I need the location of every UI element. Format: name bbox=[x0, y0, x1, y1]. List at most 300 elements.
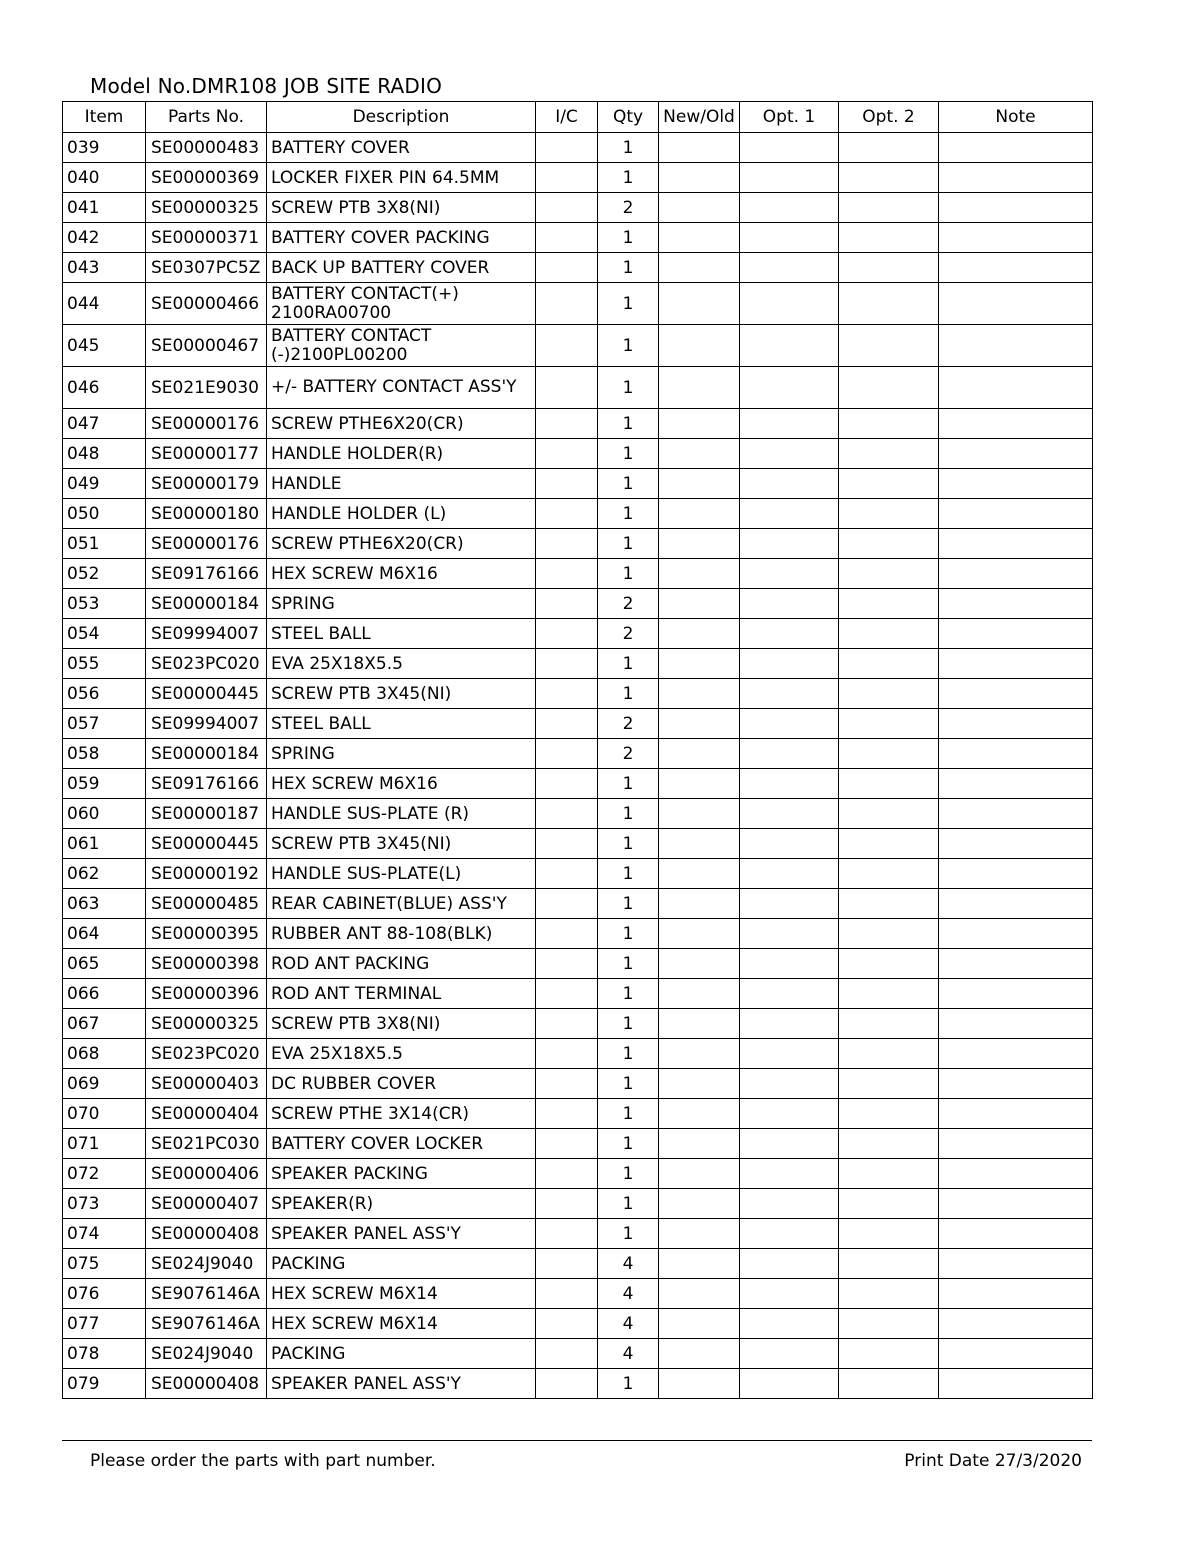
note-cell bbox=[939, 649, 1093, 679]
item-cell: 044 bbox=[63, 283, 146, 325]
parts-no-cell: SE00000398 bbox=[146, 949, 267, 979]
item-cell: 055 bbox=[63, 649, 146, 679]
description-cell: BATTERY COVER LOCKER bbox=[267, 1129, 536, 1159]
parts-no-cell: SE00000325 bbox=[146, 193, 267, 223]
item-cell: 076 bbox=[63, 1279, 146, 1309]
opt1-cell bbox=[740, 439, 839, 469]
new-old-cell bbox=[659, 649, 740, 679]
parts-no-cell: SE00000184 bbox=[146, 739, 267, 769]
note-cell bbox=[939, 499, 1093, 529]
parts-no-cell: SE00000467 bbox=[146, 325, 267, 367]
parts-no-cell: SE09176166 bbox=[146, 559, 267, 589]
opt2-cell bbox=[839, 529, 939, 559]
parts-no-cell: SE023PC020 bbox=[146, 1039, 267, 1069]
table-row bbox=[63, 133, 1093, 163]
qty-cell: 1 bbox=[598, 223, 659, 253]
ic-cell bbox=[536, 889, 598, 919]
parts-no-cell: SE09994007 bbox=[146, 709, 267, 739]
table-row bbox=[63, 253, 1093, 283]
qty-cell: 1 bbox=[598, 529, 659, 559]
parts-no-cell: SE00000483 bbox=[146, 133, 267, 163]
opt2-cell bbox=[839, 859, 939, 889]
opt1-cell bbox=[740, 829, 839, 859]
parts-no-cell: SE00000369 bbox=[146, 163, 267, 193]
parts-no-cell: SE00000403 bbox=[146, 1069, 267, 1099]
new-old-cell bbox=[659, 223, 740, 253]
table-row bbox=[63, 1339, 1093, 1369]
note-cell bbox=[939, 1009, 1093, 1039]
qty-cell: 1 bbox=[598, 1069, 659, 1099]
qty-cell: 1 bbox=[598, 163, 659, 193]
parts-no-cell: SE00000404 bbox=[146, 1099, 267, 1129]
note-cell bbox=[939, 223, 1093, 253]
qty-cell: 4 bbox=[598, 1279, 659, 1309]
item-cell: 073 bbox=[63, 1189, 146, 1219]
ic-cell bbox=[536, 163, 598, 193]
ic-cell bbox=[536, 499, 598, 529]
description-cell: SPRING bbox=[267, 589, 536, 619]
table-row bbox=[63, 1099, 1093, 1129]
new-old-cell bbox=[659, 409, 740, 439]
table-row bbox=[63, 469, 1093, 499]
note-cell bbox=[939, 589, 1093, 619]
opt1-cell bbox=[740, 529, 839, 559]
item-cell: 074 bbox=[63, 1219, 146, 1249]
opt1-cell bbox=[740, 1279, 839, 1309]
note-cell bbox=[939, 709, 1093, 739]
parts-no-cell: SE00000192 bbox=[146, 859, 267, 889]
qty-cell: 1 bbox=[598, 1369, 659, 1399]
note-cell bbox=[939, 889, 1093, 919]
ic-cell bbox=[536, 1159, 598, 1189]
opt2-cell bbox=[839, 979, 939, 1009]
description-cell: ROD ANT TERMINAL bbox=[267, 979, 536, 1009]
new-old-cell bbox=[659, 439, 740, 469]
opt2-cell bbox=[839, 325, 939, 367]
new-old-cell bbox=[659, 367, 740, 409]
item-cell: 051 bbox=[63, 529, 146, 559]
note-cell bbox=[939, 979, 1093, 1009]
table-row bbox=[63, 439, 1093, 469]
ic-cell bbox=[536, 367, 598, 409]
header-new-old: New/Old bbox=[659, 102, 740, 133]
qty-cell: 1 bbox=[598, 469, 659, 499]
qty-cell: 1 bbox=[598, 829, 659, 859]
new-old-cell bbox=[659, 133, 740, 163]
opt1-cell bbox=[740, 133, 839, 163]
header-opt1: Opt. 1 bbox=[740, 102, 839, 133]
item-cell: 075 bbox=[63, 1249, 146, 1279]
ic-cell bbox=[536, 529, 598, 559]
opt2-cell bbox=[839, 163, 939, 193]
new-old-cell bbox=[659, 283, 740, 325]
ic-cell bbox=[536, 1099, 598, 1129]
header-item: Item bbox=[63, 102, 146, 133]
opt1-cell bbox=[740, 1309, 839, 1339]
opt1-cell bbox=[740, 739, 839, 769]
item-cell: 058 bbox=[63, 739, 146, 769]
new-old-cell bbox=[659, 1129, 740, 1159]
description-cell: BACK UP BATTERY COVER bbox=[267, 253, 536, 283]
new-old-cell bbox=[659, 469, 740, 499]
description-cell: EVA 25X18X5.5 bbox=[267, 1039, 536, 1069]
ic-cell bbox=[536, 1219, 598, 1249]
note-cell bbox=[939, 739, 1093, 769]
table-row bbox=[63, 283, 1093, 325]
ic-cell bbox=[536, 1009, 598, 1039]
opt1-cell bbox=[740, 559, 839, 589]
note-cell bbox=[939, 469, 1093, 499]
opt2-cell bbox=[839, 1339, 939, 1369]
opt2-cell bbox=[839, 223, 939, 253]
new-old-cell bbox=[659, 739, 740, 769]
qty-cell: 1 bbox=[598, 679, 659, 709]
ic-cell bbox=[536, 223, 598, 253]
item-cell: 048 bbox=[63, 439, 146, 469]
parts-no-cell: SE00000408 bbox=[146, 1369, 267, 1399]
note-cell bbox=[939, 919, 1093, 949]
parts-no-cell: SE00000466 bbox=[146, 283, 267, 325]
opt2-cell bbox=[839, 1009, 939, 1039]
footer-print-date: Print Date 27/3/2020 bbox=[904, 1451, 1082, 1471]
document-title: Model No.DMR108 JOB SITE RADIO bbox=[90, 74, 443, 98]
qty-cell: 4 bbox=[598, 1249, 659, 1279]
note-cell bbox=[939, 325, 1093, 367]
opt2-cell bbox=[839, 499, 939, 529]
new-old-cell bbox=[659, 949, 740, 979]
opt1-cell bbox=[740, 469, 839, 499]
opt2-cell bbox=[839, 283, 939, 325]
description-cell: RUBBER ANT 88-108(BLK) bbox=[267, 919, 536, 949]
description-cell: SCREW PTB 3X8(NI) bbox=[267, 1009, 536, 1039]
header-note: Note bbox=[939, 102, 1093, 133]
opt2-cell bbox=[839, 1159, 939, 1189]
opt1-cell bbox=[740, 223, 839, 253]
item-cell: 070 bbox=[63, 1099, 146, 1129]
opt2-cell bbox=[839, 1099, 939, 1129]
opt2-cell bbox=[839, 409, 939, 439]
opt1-cell bbox=[740, 325, 839, 367]
note-cell bbox=[939, 439, 1093, 469]
qty-cell: 2 bbox=[598, 589, 659, 619]
description-cell: HANDLE SUS-PLATE (R) bbox=[267, 799, 536, 829]
qty-cell: 1 bbox=[598, 1099, 659, 1129]
parts-table bbox=[62, 101, 1093, 1399]
parts-no-cell: SE00000445 bbox=[146, 679, 267, 709]
item-cell: 057 bbox=[63, 709, 146, 739]
opt1-cell bbox=[740, 193, 839, 223]
parts-no-cell: SE00000176 bbox=[146, 409, 267, 439]
ic-cell bbox=[536, 949, 598, 979]
new-old-cell bbox=[659, 1279, 740, 1309]
opt1-cell bbox=[740, 1099, 839, 1129]
parts-no-cell: SE00000407 bbox=[146, 1189, 267, 1219]
ic-cell bbox=[536, 1369, 598, 1399]
opt2-cell bbox=[839, 679, 939, 709]
opt1-cell bbox=[740, 1219, 839, 1249]
header-opt2: Opt. 2 bbox=[839, 102, 939, 133]
note-cell bbox=[939, 829, 1093, 859]
ic-cell bbox=[536, 469, 598, 499]
qty-cell: 1 bbox=[598, 979, 659, 1009]
opt1-cell bbox=[740, 949, 839, 979]
new-old-cell bbox=[659, 499, 740, 529]
description-cell: HANDLE bbox=[267, 469, 536, 499]
opt2-cell bbox=[839, 709, 939, 739]
qty-cell: 1 bbox=[598, 559, 659, 589]
new-old-cell bbox=[659, 679, 740, 709]
table-row bbox=[63, 1369, 1093, 1399]
ic-cell bbox=[536, 709, 598, 739]
qty-cell: 1 bbox=[598, 439, 659, 469]
table-row bbox=[63, 649, 1093, 679]
item-cell: 060 bbox=[63, 799, 146, 829]
description-cell: SPRING bbox=[267, 739, 536, 769]
opt1-cell bbox=[740, 859, 839, 889]
table-row bbox=[63, 409, 1093, 439]
item-cell: 063 bbox=[63, 889, 146, 919]
opt1-cell bbox=[740, 1159, 839, 1189]
ic-cell bbox=[536, 1339, 598, 1369]
new-old-cell bbox=[659, 1369, 740, 1399]
item-cell: 045 bbox=[63, 325, 146, 367]
new-old-cell bbox=[659, 1039, 740, 1069]
description-cell: SPEAKER PACKING bbox=[267, 1159, 536, 1189]
opt2-cell bbox=[839, 1039, 939, 1069]
description-cell: BATTERY COVER bbox=[267, 133, 536, 163]
qty-cell: 4 bbox=[598, 1309, 659, 1339]
ic-cell bbox=[536, 1129, 598, 1159]
parts-no-cell: SE024J9040 bbox=[146, 1339, 267, 1369]
opt2-cell bbox=[839, 1219, 939, 1249]
qty-cell: 1 bbox=[598, 409, 659, 439]
qty-cell: 1 bbox=[598, 859, 659, 889]
new-old-cell bbox=[659, 529, 740, 559]
footer-divider bbox=[62, 1440, 1092, 1441]
ic-cell bbox=[536, 409, 598, 439]
new-old-cell bbox=[659, 163, 740, 193]
description-cell: SCREW PTHE 3X14(CR) bbox=[267, 1099, 536, 1129]
parts-no-cell: SE00000177 bbox=[146, 439, 267, 469]
note-cell bbox=[939, 253, 1093, 283]
item-cell: 042 bbox=[63, 223, 146, 253]
description-cell: SCREW PTHE6X20(CR) bbox=[267, 409, 536, 439]
table-row bbox=[63, 1039, 1093, 1069]
description-cell: SCREW PTB 3X8(NI) bbox=[267, 193, 536, 223]
opt2-cell bbox=[839, 799, 939, 829]
opt2-cell bbox=[839, 1309, 939, 1339]
new-old-cell bbox=[659, 589, 740, 619]
description-cell: REAR CABINET(BLUE) ASS'Y bbox=[267, 889, 536, 919]
note-cell bbox=[939, 1159, 1093, 1189]
description-cell: BATTERY CONTACT (-)2100PL00200 bbox=[267, 325, 536, 367]
description-cell: STEEL BALL bbox=[267, 709, 536, 739]
item-cell: 059 bbox=[63, 769, 146, 799]
table-row bbox=[63, 559, 1093, 589]
opt2-cell bbox=[839, 1129, 939, 1159]
parts-no-cell: SE00000406 bbox=[146, 1159, 267, 1189]
qty-cell: 1 bbox=[598, 325, 659, 367]
note-cell bbox=[939, 133, 1093, 163]
opt1-cell bbox=[740, 799, 839, 829]
qty-cell: 1 bbox=[598, 253, 659, 283]
item-cell: 068 bbox=[63, 1039, 146, 1069]
note-cell bbox=[939, 1369, 1093, 1399]
parts-no-cell: SE021E9030 bbox=[146, 367, 267, 409]
item-cell: 077 bbox=[63, 1309, 146, 1339]
item-cell: 064 bbox=[63, 919, 146, 949]
note-cell bbox=[939, 1309, 1093, 1339]
opt2-cell bbox=[839, 1069, 939, 1099]
parts-no-cell: SE00000371 bbox=[146, 223, 267, 253]
opt2-cell bbox=[839, 1279, 939, 1309]
table-row bbox=[63, 829, 1093, 859]
table-row bbox=[63, 709, 1093, 739]
opt1-cell bbox=[740, 1189, 839, 1219]
new-old-cell bbox=[659, 253, 740, 283]
description-cell: BATTERY CONTACT(+) 2100RA00700 bbox=[267, 283, 536, 325]
table-row bbox=[63, 163, 1093, 193]
ic-cell bbox=[536, 1309, 598, 1339]
opt1-cell bbox=[740, 1039, 839, 1069]
parts-no-cell: SE024J9040 bbox=[146, 1249, 267, 1279]
opt1-cell bbox=[740, 979, 839, 1009]
opt2-cell bbox=[839, 889, 939, 919]
note-cell bbox=[939, 559, 1093, 589]
table-row bbox=[63, 1159, 1093, 1189]
note-cell bbox=[939, 859, 1093, 889]
description-cell: SCREW PTHE6X20(CR) bbox=[267, 529, 536, 559]
item-cell: 050 bbox=[63, 499, 146, 529]
ic-cell bbox=[536, 739, 598, 769]
qty-cell: 1 bbox=[598, 1159, 659, 1189]
description-cell: EVA 25X18X5.5 bbox=[267, 649, 536, 679]
qty-cell: 1 bbox=[598, 1219, 659, 1249]
item-cell: 041 bbox=[63, 193, 146, 223]
item-cell: 066 bbox=[63, 979, 146, 1009]
new-old-cell bbox=[659, 1009, 740, 1039]
item-cell: 062 bbox=[63, 859, 146, 889]
table-row bbox=[63, 193, 1093, 223]
description-cell: SPEAKER PANEL ASS'Y bbox=[267, 1219, 536, 1249]
table-row bbox=[63, 1219, 1093, 1249]
parts-no-cell: SE00000179 bbox=[146, 469, 267, 499]
opt1-cell bbox=[740, 769, 839, 799]
new-old-cell bbox=[659, 769, 740, 799]
opt1-cell bbox=[740, 619, 839, 649]
opt2-cell bbox=[839, 1249, 939, 1279]
new-old-cell bbox=[659, 1069, 740, 1099]
note-cell bbox=[939, 1189, 1093, 1219]
table-row bbox=[63, 889, 1093, 919]
description-cell: SCREW PTB 3X45(NI) bbox=[267, 829, 536, 859]
ic-cell bbox=[536, 559, 598, 589]
parts-no-cell: SE09994007 bbox=[146, 619, 267, 649]
ic-cell bbox=[536, 679, 598, 709]
opt1-cell bbox=[740, 589, 839, 619]
item-cell: 040 bbox=[63, 163, 146, 193]
parts-no-cell: SE00000395 bbox=[146, 919, 267, 949]
description-cell: ROD ANT PACKING bbox=[267, 949, 536, 979]
table-row bbox=[63, 799, 1093, 829]
table-row bbox=[63, 1249, 1093, 1279]
item-cell: 054 bbox=[63, 619, 146, 649]
table-row bbox=[63, 1279, 1093, 1309]
opt1-cell bbox=[740, 409, 839, 439]
opt1-cell bbox=[740, 367, 839, 409]
table-row bbox=[63, 1009, 1093, 1039]
item-cell: 061 bbox=[63, 829, 146, 859]
parts-no-cell: SE00000176 bbox=[146, 529, 267, 559]
table-row bbox=[63, 979, 1093, 1009]
ic-cell bbox=[536, 1249, 598, 1279]
opt2-cell bbox=[839, 367, 939, 409]
new-old-cell bbox=[659, 979, 740, 1009]
opt2-cell bbox=[839, 559, 939, 589]
opt1-cell bbox=[740, 889, 839, 919]
note-cell bbox=[939, 1039, 1093, 1069]
qty-cell: 1 bbox=[598, 949, 659, 979]
description-cell: SPEAKER PANEL ASS'Y bbox=[267, 1369, 536, 1399]
opt2-cell bbox=[839, 193, 939, 223]
ic-cell bbox=[536, 253, 598, 283]
parts-no-cell: SE00000445 bbox=[146, 829, 267, 859]
ic-cell bbox=[536, 859, 598, 889]
qty-cell: 1 bbox=[598, 1039, 659, 1069]
note-cell bbox=[939, 679, 1093, 709]
new-old-cell bbox=[659, 1159, 740, 1189]
description-cell: HANDLE SUS-PLATE(L) bbox=[267, 859, 536, 889]
header-ic: I/C bbox=[536, 102, 598, 133]
new-old-cell bbox=[659, 1249, 740, 1279]
item-cell: 052 bbox=[63, 559, 146, 589]
item-cell: 072 bbox=[63, 1159, 146, 1189]
new-old-cell bbox=[659, 829, 740, 859]
table-row bbox=[63, 1189, 1093, 1219]
ic-cell bbox=[536, 1279, 598, 1309]
item-cell: 046 bbox=[63, 367, 146, 409]
description-cell: HANDLE HOLDER (L) bbox=[267, 499, 536, 529]
table-row bbox=[63, 499, 1093, 529]
ic-cell bbox=[536, 1189, 598, 1219]
qty-cell: 2 bbox=[598, 193, 659, 223]
opt1-cell bbox=[740, 499, 839, 529]
ic-cell bbox=[536, 919, 598, 949]
note-cell bbox=[939, 619, 1093, 649]
qty-cell: 1 bbox=[598, 133, 659, 163]
qty-cell: 1 bbox=[598, 283, 659, 325]
table-row bbox=[63, 739, 1093, 769]
table-header-row bbox=[63, 102, 1093, 133]
opt1-cell bbox=[740, 649, 839, 679]
note-cell bbox=[939, 799, 1093, 829]
opt2-cell bbox=[839, 949, 939, 979]
parts-no-cell: SE00000396 bbox=[146, 979, 267, 1009]
opt1-cell bbox=[740, 1009, 839, 1039]
parts-no-cell: SE00000184 bbox=[146, 589, 267, 619]
new-old-cell bbox=[659, 193, 740, 223]
parts-no-cell: SE9076146A bbox=[146, 1309, 267, 1339]
note-cell bbox=[939, 1129, 1093, 1159]
qty-cell: 1 bbox=[598, 769, 659, 799]
parts-no-cell: SE09176166 bbox=[146, 769, 267, 799]
qty-cell: 2 bbox=[598, 709, 659, 739]
opt2-cell bbox=[839, 133, 939, 163]
ic-cell bbox=[536, 799, 598, 829]
note-cell bbox=[939, 1219, 1093, 1249]
description-cell: HEX SCREW M6X16 bbox=[267, 559, 536, 589]
opt2-cell bbox=[839, 469, 939, 499]
